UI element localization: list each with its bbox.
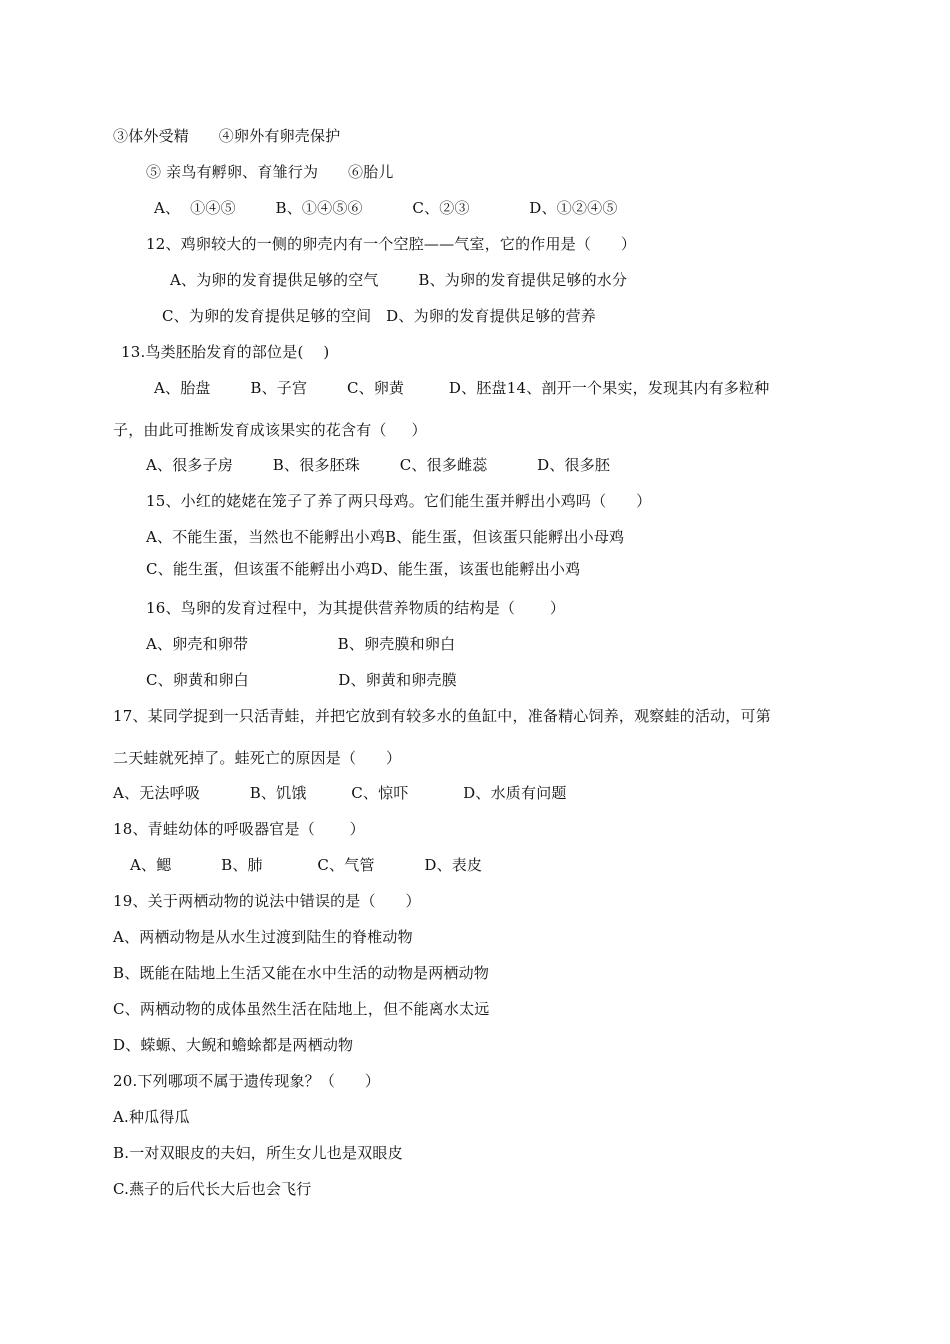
answer-choices-q14: A、很多子房 B、很多胚珠 C、很多雌蕊 D、很多胚 xyxy=(146,456,611,474)
question-18: 18、青蛙幼体的呼吸器官是（ ） xyxy=(113,820,365,838)
answer-choices-q13-and-question-14: A、胎盘 B、子宫 C、卵黄 D、胚盘14、剖开一个果实，发现其内有多粒种 xyxy=(154,379,770,397)
answer-choices-q17: A、无法呼吸 B、饥饿 C、惊吓 D、水质有问题 xyxy=(113,784,567,802)
question-17-continued: 二天蛙就死掉了。蛙死亡的原因是（ ） xyxy=(113,749,402,767)
answer-choice-q20-a: A.种瓜得瓜 xyxy=(113,1108,190,1126)
question-19: 19、关于两栖动物的说法中错误的是（ ） xyxy=(113,892,421,910)
text-line-options-3-4: ③体外受精 ④卵外有卵壳保护 xyxy=(113,127,341,145)
answer-choices-q12-ab: A、为卵的发育提供足够的空气 B、为卵的发育提供足够的水分 xyxy=(170,271,628,289)
answer-choice-q20-b: B.一对双眼皮的夫妇，所生女儿也是双眼皮 xyxy=(113,1144,403,1162)
question-13: 13.鸟类胚胎发育的部位是( ) xyxy=(121,343,330,361)
question-14-continued: 子，由此可推断发育成该果实的花含有（ ） xyxy=(113,421,427,439)
question-12: 12、鸡卵较大的一侧的卵壳内有一个空腔——气室，它的作用是（ ） xyxy=(146,235,637,253)
question-15: 15、小红的姥姥在笼子了养了两只母鸡。它们能生蛋并孵出小鸡吗（ ） xyxy=(146,492,652,510)
answer-choices-q15-ab: A、不能生蛋，当然也不能孵出小鸡B、能生蛋，但该蛋只能孵出小母鸡 xyxy=(146,528,625,546)
answer-choices-q12-cd: C、为卵的发育提供足够的空间 D、为卵的发育提供足够的营养 xyxy=(162,307,597,325)
answer-choice-q19-b: B、既能在陆地上生活又能在水中生活的动物是两栖动物 xyxy=(113,964,490,982)
answer-choice-q20-c: C.燕子的后代长大后也会飞行 xyxy=(113,1180,312,1198)
question-16: 16、鸟卵的发育过程中，为其提供营养物质的结构是（ ） xyxy=(146,599,566,617)
answer-choices-q11: A、 ①④⑤ B、①④⑤⑥ C、②③ D、①②④⑤ xyxy=(154,199,618,217)
answer-choice-q19-c: C、两栖动物的成体虽然生活在陆地上，但不能离水太远 xyxy=(113,1000,490,1018)
answer-choices-q15-cd: C、能生蛋，但该蛋不能孵出小鸡D、能生蛋，该蛋也能孵出小鸡 xyxy=(146,560,581,578)
answer-choices-q16-cd: C、卵黄和卵白 D、卵黄和卵壳膜 xyxy=(146,671,457,689)
answer-choices-q18: A、鳃 B、肺 C、气管 D、表皮 xyxy=(130,856,483,874)
question-17: 17、某同学捉到一只活青蛙，并把它放到有较多水的鱼缸中，准备精心饲养，观察蛙的活动，可第 xyxy=(113,707,771,725)
answer-choice-q19-a: A、两栖动物是从水生过渡到陆生的脊椎动物 xyxy=(113,928,413,946)
text-line-options-5-6: ⑤ 亲鸟有孵卵、育雏行为 ⑥胎儿 xyxy=(146,163,394,181)
answer-choice-q19-d: D、蝾螈、大鲵和蟾蜍都是两栖动物 xyxy=(113,1036,354,1054)
question-20: 20.下列哪项不属于遗传现象？（ ） xyxy=(113,1072,381,1090)
answer-choices-q16-ab: A、卵壳和卵带 B、卵壳膜和卵白 xyxy=(146,635,456,653)
